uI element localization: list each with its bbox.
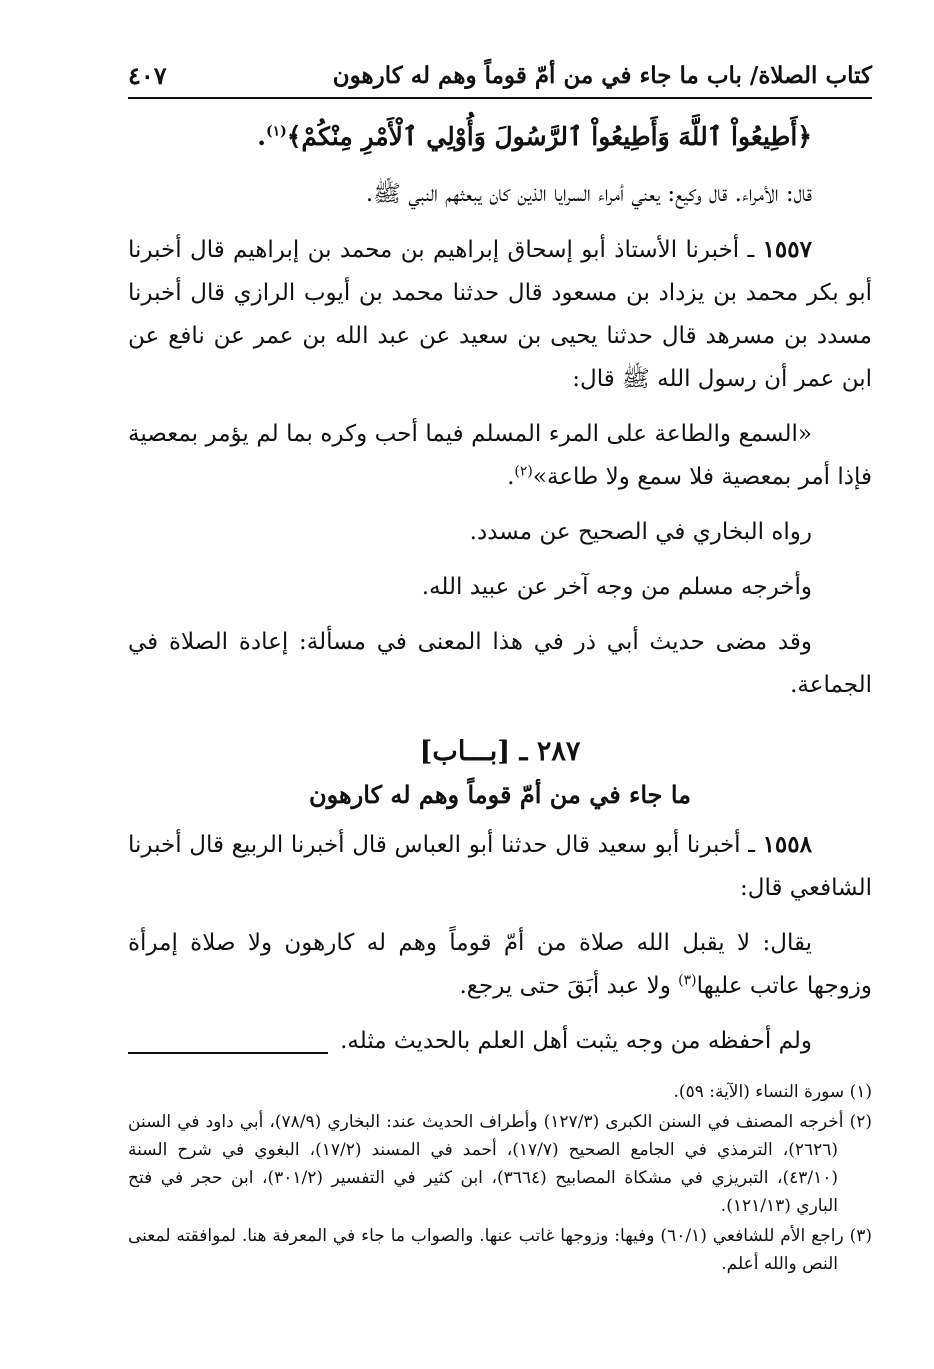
paragraph-shafii xyxy=(128,922,872,1008)
paragraph-abu-dharr: وقد مضى حديث أبي ذر في هذا المعنى في مسألة: إعادة الصلاة في الجماعة. xyxy=(128,629,872,699)
matn-text: «السمع والطاعة على المرء المسلم فيما أحب وكره بما لم يؤمر بمعصية فإذا أمر بمعصية فلا سمع ولا طاعة» xyxy=(128,421,872,491)
main-text xyxy=(128,113,872,1063)
paragraph-closing: ولم أحفظه من وجه يثبت أهل العلم بالحديث مثله. xyxy=(340,1028,812,1055)
footnote-2: (٢) أخرجه المصنف في السنن الكبرى (١٢٧/٣) وأطراف الحديث عند: البخاري (٧٨/٩)، أبي داود في السنن (٢٦٢٦)، الترمذي في الجامع الصحيح (١٧/٧)، أحمد في المسند (١٧/٢)، البغوي في شرح السنة (٤٣/١٠)، التبريزي في مشكاة المصابيح (٣٦٦٤)، ابن كثير في التفسير (٣٠١/٢)، ابن حجر في فتح الباري (١٢١/١٣). xyxy=(128,1112,872,1216)
hadith-matn xyxy=(128,413,872,499)
chapter-subtitle: ما جاء في من أمّ قوماً وهم له كارهون xyxy=(308,780,692,810)
hadith-1558 xyxy=(128,823,872,910)
quran-verse xyxy=(128,113,872,161)
footnote-marker[interactable]: (٣) xyxy=(678,972,697,989)
hadith-number: ١٥٥٨ xyxy=(762,831,812,859)
chapter-title: ٢٨٧ ـ [بـــاب] xyxy=(419,736,581,768)
paragraph-muslim: وأخرجه مسلم من وجه آخر عن عبيد الله. xyxy=(421,574,812,601)
hadith-1557 xyxy=(128,228,872,401)
footnote-1: (١) سورة النساء (الآية: ٥٩). xyxy=(673,1082,872,1102)
footnotes xyxy=(128,1078,872,1278)
shafii-text-a: يقال: لا يقبل الله صلاة من أمّ قوماً وهم له كارهون ولا صلاة إمرأة وزوجها عاتب عليها xyxy=(128,930,872,1000)
paragraph-bukhari: رواه البخاري في الصحيح عن مسدد. xyxy=(469,519,812,546)
footnote-3: (٣) راجع الأم للشافعي (٦٠/١) وفيها: وزوجها غاتب عنها. والصواب ما جاء في المعرفة هنا. لموافقته لمعنى النص والله أعلم. xyxy=(128,1226,872,1274)
paragraph-amara: قال: الأمراء. قال وكيع: يعني أمراء السرايا الذين كان يبعثهم النبي ﷺ. xyxy=(365,181,812,208)
matn-tail: . xyxy=(507,464,515,491)
chapter-heading xyxy=(128,729,872,815)
book-page xyxy=(128,60,872,1274)
verse-tail: . xyxy=(257,122,266,152)
running-title: كتاب الصلاة/ باب ما جاء في من أمّ قوماً وهم له كارهون xyxy=(332,62,872,90)
verse-text: ﴿أَطِيعُواْ ٱللَّهَ وَأَطِيعُواْ ٱلرَّسُولَ وَأُوْلِي ٱلْأَمْرِ مِنْكُمْ﴾ xyxy=(286,122,812,152)
running-header xyxy=(128,60,872,99)
footnote-marker[interactable]: (٢) xyxy=(514,463,533,480)
footnote-marker[interactable]: (١) xyxy=(265,123,287,140)
page-number: ٤٠٧ xyxy=(128,61,167,90)
hadith-isnad: ـ أخبرنا أبو سعيد قال حدثنا أبو العباس قال أخبرنا الربيع قال أخبرنا الشافعي قال: xyxy=(128,832,872,902)
hadith-number: ١٥٥٧ xyxy=(762,236,812,264)
hadith-isnad: ـ أخبرنا الأستاذ أبو إسحاق إبراهيم بن محمد بن إبراهيم قال أخبرنا أبو بكر محمد بن يزداد بن مسعود قال حدثنا محمد بن أيوب الرازي قال أخبرنا مسدد بن مسرهد قال حدثنا يحيى بن سعيد عن عبد الله بن عمر عن نافع عن ابن عمر أن رسول الله ﷺ قال: xyxy=(128,237,872,393)
footnote-divider xyxy=(128,1052,328,1054)
shafii-text-b: ولا عبد أبَقَ حتى يرجع. xyxy=(459,973,679,1000)
